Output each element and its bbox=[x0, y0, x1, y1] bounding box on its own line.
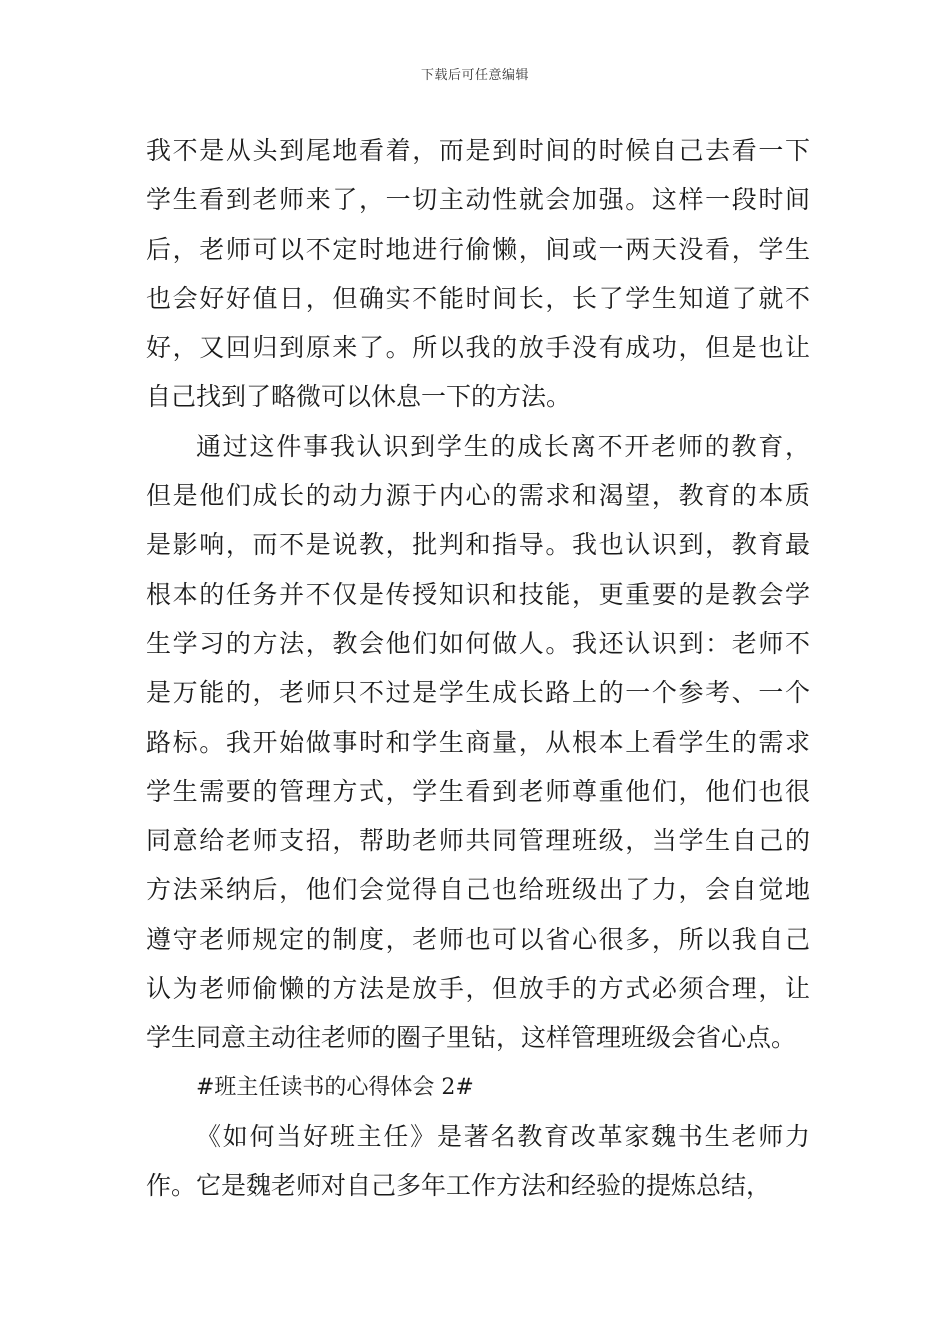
text-line: 生学习的方法，教会他们如何做人。我还认识到：老师不 bbox=[146, 628, 810, 658]
text-line: 是影响，而不是说教，批判和指导。我也认识到，教育最 bbox=[146, 530, 810, 560]
text-line: 是万能的，老师只不过是学生成长路上的一个参考、一个 bbox=[146, 678, 810, 708]
text-line: 认为老师偷懒的方法是放手，但放手的方式必须合理，让 bbox=[146, 974, 810, 1004]
page-header-note: 下载后可任意编辑 bbox=[420, 68, 529, 83]
text-line: 同意给老师支招，帮助老师共同管理班级，当学生自己的 bbox=[146, 826, 810, 856]
text-line: 也会好好值日，但确实不能时间长，长了学生知道了就不 bbox=[146, 283, 810, 313]
text-line: 根本的任务并不仅是传授知识和技能，更重要的是教会学 bbox=[146, 579, 810, 609]
document-body bbox=[146, 126, 810, 1211]
paragraph-first-line: 《如何当好班主任》是著名教育改革家魏书生老师力 bbox=[196, 1121, 810, 1151]
paragraph-first-line: 通过这件事我认识到学生的成长离不开老师的教育， bbox=[196, 431, 810, 461]
text-line: 作。它是魏老师对自己多年工作方法和经验的提炼总结， bbox=[146, 1171, 772, 1201]
text-line: 但是他们成长的动力源于内心的需求和渴望，教育的本质 bbox=[146, 481, 810, 511]
text-line: 后，老师可以不定时地进行偷懒，间或一两天没看，学生 bbox=[146, 234, 810, 264]
text-line: 学生看到老师来了，一切主动性就会加强。这样一段时间 bbox=[146, 185, 810, 215]
text-line: 自己找到了略微可以休息一下的方法。 bbox=[146, 382, 572, 412]
text-line: 学生需要的管理方式，学生看到老师尊重他们，他们也很 bbox=[146, 776, 810, 806]
text-line: 我不是从头到尾地看着，而是到时间的时候自己去看一下 bbox=[146, 136, 810, 165]
text-line: 方法采纳后，他们会觉得自己也给班级出了力，会自觉地 bbox=[146, 875, 810, 905]
text-line: 遵守老师规定的制度，老师也可以省心很多，所以我自己 bbox=[146, 924, 810, 954]
text-line: 好，又回归到原来了。所以我的放手没有成功，但是也让 bbox=[146, 333, 810, 363]
text-line: 路标。我开始做事时和学生商量，从根本上看学生的需求 bbox=[146, 727, 810, 757]
text-line: 学生同意主动往老师的圈子里钻，这样管理班级会省心点。 bbox=[146, 1023, 797, 1053]
section-heading: #班主任读书的心得体会 2# bbox=[196, 1074, 474, 1100]
